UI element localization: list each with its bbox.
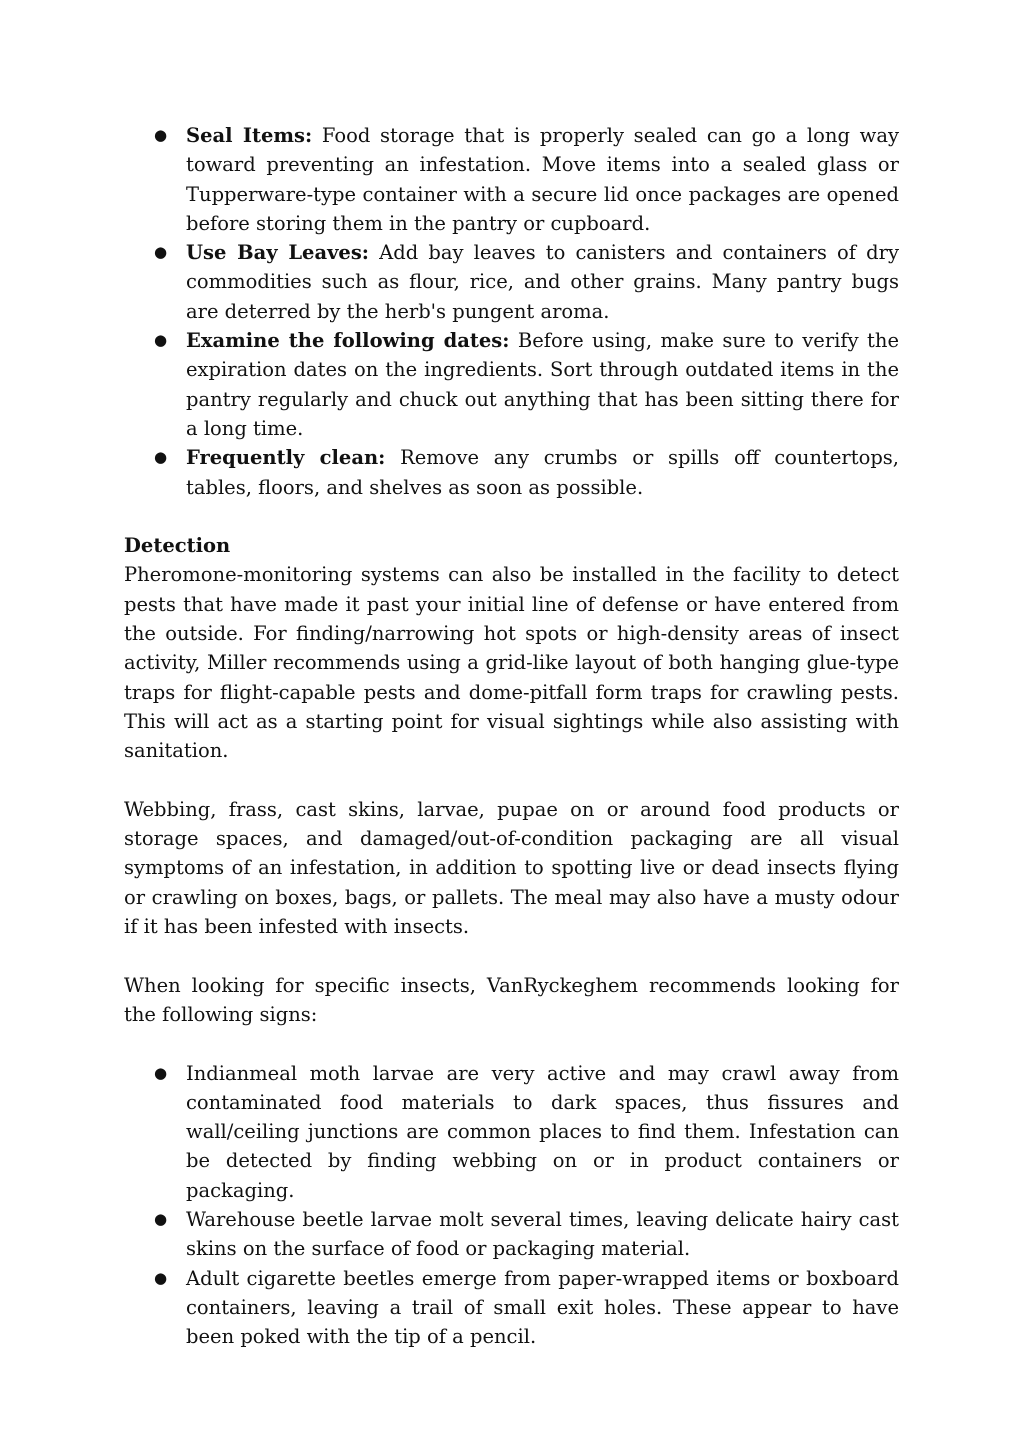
list-item — [124, 326, 899, 443]
bullet-icon: ● — [154, 1209, 168, 1228]
paragraph: Pheromone-monitoring systems can also be installed in the facility to detect pests that have made it past your initial line of defense or have entered from the outside. For finding/narrowing hot spots or high-density areas of insect activity, Miller recommends using a grid-like layout of both hanging glue-type traps for flight-capable pests and dome-pitfall form traps for crawling pests. This will act as a starting point for visual sightings while also assisting with sanitation. — [124, 563, 899, 763]
list-item-title: Use Bay Leaves: — [186, 241, 369, 265]
list-item-title: Frequently clean: — [186, 446, 386, 470]
document-page — [124, 121, 899, 1351]
list-item-text: Adult cigarette beetles emerge from paper-wrapped items or boxboard containers, leaving a trail of small exit holes. These appear to have been poked with the tip of a pencil. — [186, 1266, 899, 1349]
list-item — [124, 1059, 899, 1205]
paragraph: When looking for specific insects, VanRyckeghem recommends looking for the following signs: — [124, 973, 899, 1026]
bullet-icon: ● — [154, 243, 168, 262]
spacer — [124, 766, 899, 795]
list-item — [124, 1264, 899, 1352]
bullet-icon: ● — [154, 1268, 168, 1287]
list-item-text: Remove any crumbs or spills off countertops, tables, floors, and shelves as soon as possible. — [186, 446, 900, 499]
list-item-text: Add bay leaves to canisters and containers of dry commodities such as flour, rice, and other grains. Many pantry bugs are deterred by the herb's pungent aroma. — [186, 241, 899, 323]
list-item-text: Indianmeal moth larvae are very active and may crawl away from contaminated food materials to dark spaces, thus fissures and wall/ceiling junctions are common places to find them. Infestation can be detected by finding webbing on or in product containers or packaging. — [186, 1061, 899, 1202]
list-item — [124, 238, 899, 326]
list-item-title: Examine the following dates: — [186, 329, 510, 353]
bullet-icon: ● — [154, 331, 168, 350]
spacer — [124, 941, 899, 970]
spacer — [124, 502, 899, 531]
list-item-text: Warehouse beetle larvae molt several times, leaving delicate hairy cast skins on the surface of food or packaging material. — [186, 1207, 899, 1261]
prevention-tips-list — [124, 121, 899, 502]
list-item — [124, 121, 899, 238]
list-item-text: Food storage that is properly sealed can go a long way toward preventing an infestation. Move items into a sealed glass or Tupperware-type container with a secure lid once packages are opened before storing them in the pantry or cupboard. — [186, 124, 899, 235]
bullet-icon: ● — [154, 1063, 168, 1082]
list-item — [124, 443, 899, 502]
insect-signs-list — [124, 1059, 899, 1352]
list-item-title: Seal Items: — [186, 124, 313, 147]
list-item — [124, 1205, 899, 1264]
bullet-icon: ● — [154, 448, 168, 467]
list-item-text: Before using, make sure to verify the expiration dates on the ingredients. Sort through outdated items in the pantry regularly and chuck out anything that has been sitting there for a long time. — [186, 329, 899, 440]
section-heading: Detection — [124, 534, 231, 558]
spacer — [124, 1029, 899, 1058]
bullet-icon: ● — [154, 126, 168, 144]
paragraph: Webbing, frass, cast skins, larvae, pupae on or around food products or storage spaces, and damaged/out-of-condition packaging are all visual symptoms of an infestation, in addition to spotting live or dead insects flying or crawling on boxes, bags, or pallets. The meal may also have a musty odour if it has been infested with insects. — [124, 797, 899, 939]
